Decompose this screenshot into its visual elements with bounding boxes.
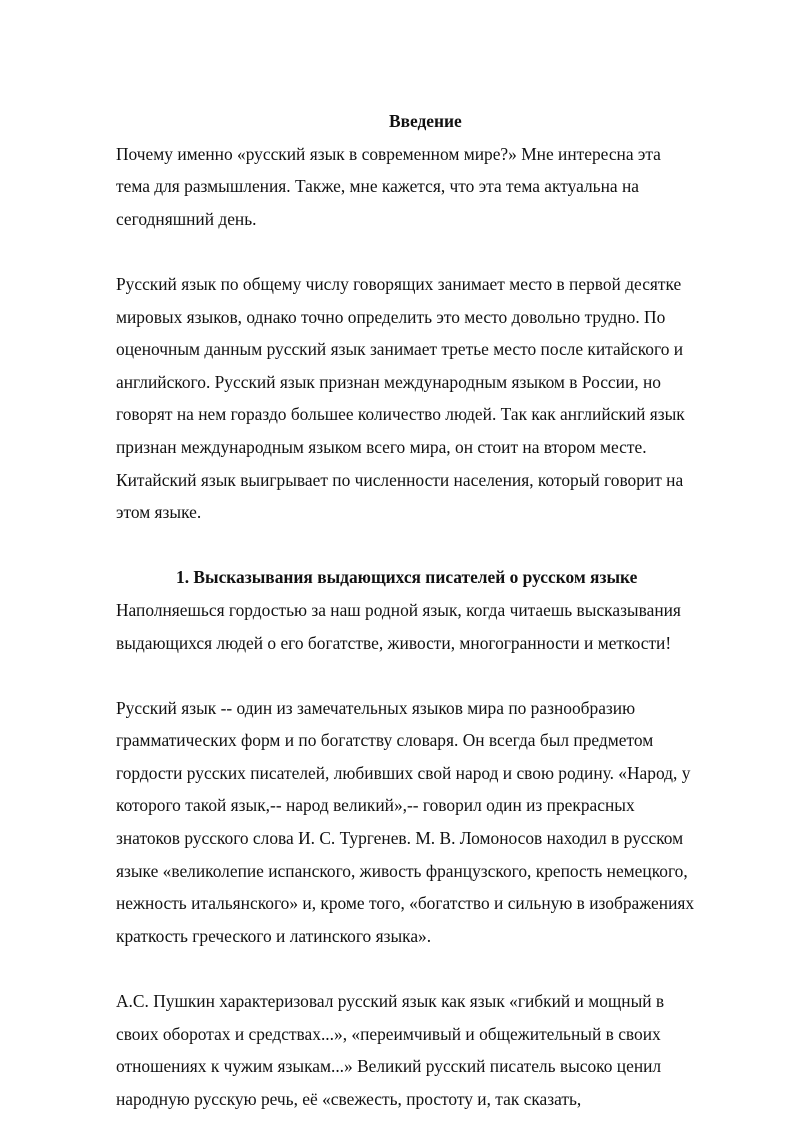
text-line: оценочным данным русский язык занимает третье место после китайского и [116, 339, 684, 360]
text-line: Русский язык по общему числу говорящих занимает место в первой десятке [116, 273, 682, 294]
intro-paragraph-2 [116, 268, 746, 529]
text-line: отношениях к чужим языкам...» Великий русский писатель высоко ценил [116, 1056, 662, 1077]
text-line: этом языке. [116, 502, 202, 523]
text-line: выдающихся людей о его богатстве, живости, многогранности и меткости! [116, 632, 672, 653]
text-line: грамматических форм и по богатству словаря. Он всегда был предметом [116, 730, 654, 751]
text-line: Китайский язык выигрывает по численности населения, который говорит на [116, 469, 684, 490]
intro-paragraph-1 [116, 138, 746, 236]
text-line: нежность итальянского» и, кроме того, «богатство и сильную в изображениях [116, 893, 695, 914]
text-line: говорят на нем гораздо большее количество людей. Так как английский язык [116, 404, 685, 425]
text-line: Русский язык -- один из замечательных языков мира по разнообразию [116, 697, 636, 718]
text-line: сегодняшний день. [116, 208, 257, 229]
text-line: тема для размышления. Также, мне кажется, что эта тема актуальна на [116, 176, 639, 197]
text-line: знатоков русского слова И. С. Тургенев. М. В. Ломоносов находил в русском [116, 828, 684, 849]
text-line: признан международным языком всего мира, он стоит на втором месте. [116, 436, 647, 457]
section-1-paragraph-1 [116, 594, 746, 659]
text-line: А.С. Пушкин характеризовал русский язык как язык «гибкий и мощный в [116, 991, 665, 1012]
text-line: краткость греческого и латинского языка». [116, 925, 432, 946]
text-line: Почему именно «русский язык в современном мире?» Мне интересна эта [116, 143, 661, 164]
section-1-paragraph-3 [116, 985, 746, 1115]
text-line: которого такой язык,-- народ великий»,-- говорил один из прекрасных [116, 795, 635, 816]
text-line: английского. Русский язык признан международным языком в России, но [116, 371, 661, 392]
text-line: гордости русских писателей, любивших свой народ и свою родину. «Народ, у [116, 762, 691, 783]
document-body [116, 105, 746, 1148]
text-line: народную русскую речь, её «свежесть, простоту и, так сказать, [116, 1088, 582, 1109]
section-1-heading: 1. Высказывания выдающихся писателей о русском языке [176, 567, 638, 588]
section-1-paragraph-2 [116, 692, 746, 953]
intro-heading: Введение [389, 111, 462, 131]
text-line: мировых языков, однако точно определить это место довольно трудно. По [116, 306, 666, 327]
text-line: языке «великолепие испанского, живость французского, крепость немецкого, [116, 860, 688, 881]
text-line: своих оборотах и средствах...», «переимчивый и общежительный в своих [116, 1023, 661, 1044]
text-line: Наполняешься гордостью за наш родной язык, когда читаешь высказывания [116, 599, 681, 620]
